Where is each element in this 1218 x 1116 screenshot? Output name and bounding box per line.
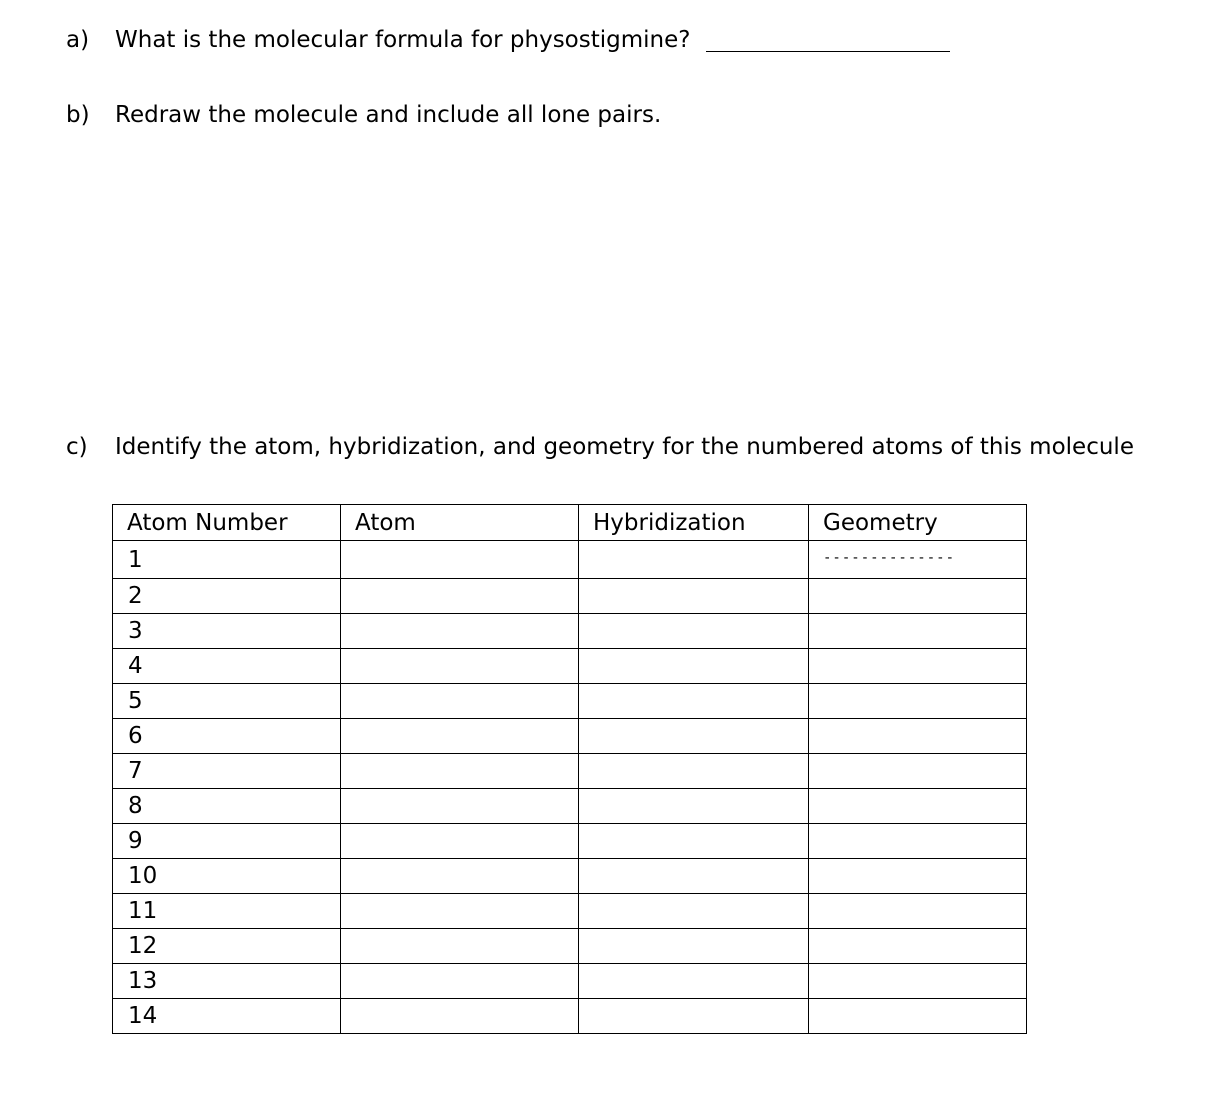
atom-number-cell-text: 12 [128, 933, 158, 959]
question-b-text: Redraw the molecule and include all lone pairs. [115, 102, 662, 128]
hybridization-cell[interactable] [579, 859, 809, 894]
atom-cell[interactable] [341, 579, 579, 614]
atom-cell[interactable] [341, 999, 579, 1034]
atom-number-cell [113, 579, 341, 614]
header-atom-number: Atom Number [113, 505, 341, 541]
geometry-cell[interactable] [809, 929, 1027, 964]
hybridization-cell[interactable] [579, 541, 809, 579]
geometry-cell[interactable] [809, 999, 1027, 1034]
hybridization-cell[interactable] [579, 999, 809, 1034]
atom-number-cell-text: 10 [128, 863, 158, 889]
table-row [113, 541, 1027, 579]
atom-number-cell [113, 894, 341, 929]
hybridization-cell[interactable] [579, 929, 809, 964]
table-row [113, 859, 1027, 894]
atom-cell[interactable] [341, 614, 579, 649]
atom-number-cell [113, 824, 341, 859]
atom-cell[interactable] [341, 719, 579, 754]
atom-number-cell-text: 11 [128, 898, 158, 924]
atom-number-cell [113, 614, 341, 649]
header-geometry: Geometry [809, 505, 1027, 541]
hybridization-cell[interactable] [579, 579, 809, 614]
question-a-text: What is the molecular formula for physostigmine? [115, 27, 691, 53]
question-b-label: b) [66, 102, 90, 128]
atom-number-cell [113, 754, 341, 789]
geometry-cell-text: -------------- [823, 550, 956, 566]
atom-cell[interactable] [341, 684, 579, 719]
question-c-label: c) [66, 434, 88, 460]
question-a-label: a) [66, 27, 90, 53]
table-row [113, 894, 1027, 929]
atom-number-cell [113, 649, 341, 684]
geometry-cell[interactable] [809, 824, 1027, 859]
geometry-cell[interactable] [809, 719, 1027, 754]
atom-cell[interactable] [341, 824, 579, 859]
atom-cell[interactable] [341, 541, 579, 579]
atom-number-cell-text: 7 [128, 758, 143, 784]
atom-number-cell [113, 999, 341, 1034]
atom-cell[interactable] [341, 789, 579, 824]
geometry-cell[interactable] [809, 649, 1027, 684]
atom-number-cell-text: 4 [128, 653, 143, 679]
header-atom: Atom [341, 505, 579, 541]
table-row [113, 579, 1027, 614]
atom-number-cell [113, 789, 341, 824]
table-row [113, 929, 1027, 964]
table-row [113, 964, 1027, 999]
question-c-text: Identify the atom, hybridization, and geometry for the numbered atoms of this molecule [115, 434, 1134, 460]
atom-number-cell-text: 6 [128, 723, 143, 749]
table-header-row [113, 505, 1027, 541]
atom-number-cell-text: 9 [128, 828, 143, 854]
geometry-cell[interactable] [809, 964, 1027, 999]
atom-number-cell-text: 8 [128, 793, 143, 819]
table-row [113, 649, 1027, 684]
table-row [113, 684, 1027, 719]
atom-table [112, 504, 1027, 1034]
atom-cell[interactable] [341, 754, 579, 789]
atom-cell[interactable] [341, 964, 579, 999]
answer-line-molecular-formula[interactable] [706, 51, 950, 52]
geometry-cell[interactable] [809, 754, 1027, 789]
atom-number-cell-text: 1 [128, 546, 143, 573]
hybridization-cell[interactable] [579, 894, 809, 929]
hybridization-cell[interactable] [579, 964, 809, 999]
table-row [113, 999, 1027, 1034]
geometry-cell[interactable] [809, 894, 1027, 929]
geometry-cell[interactable] [809, 684, 1027, 719]
geometry-cell[interactable] [809, 614, 1027, 649]
hybridization-cell[interactable] [579, 754, 809, 789]
hybridization-cell[interactable] [579, 684, 809, 719]
table-row [113, 614, 1027, 649]
question-b [0, 101, 1218, 131]
hybridization-cell[interactable] [579, 719, 809, 754]
atom-number-cell-text: 3 [128, 618, 143, 644]
hybridization-cell[interactable] [579, 649, 809, 684]
atom-cell[interactable] [341, 894, 579, 929]
geometry-cell[interactable] [809, 859, 1027, 894]
question-a [0, 26, 1218, 56]
atom-number-cell-text: 2 [128, 583, 143, 609]
atom-cell[interactable] [341, 859, 579, 894]
atom-number-cell-text: 5 [128, 688, 143, 714]
atom-number-cell [113, 684, 341, 719]
table-row [113, 824, 1027, 859]
atom-cell[interactable] [341, 649, 579, 684]
atom-number-cell-text: 14 [128, 1003, 158, 1029]
atom-number-cell [113, 964, 341, 999]
hybridization-cell[interactable] [579, 789, 809, 824]
atom-number-cell [113, 929, 341, 964]
atom-number-cell [113, 541, 341, 579]
geometry-cell[interactable] [809, 789, 1027, 824]
table-row [113, 719, 1027, 754]
header-hybridization: Hybridization [579, 505, 809, 541]
hybridization-cell[interactable] [579, 824, 809, 859]
atom-number-cell [113, 719, 341, 754]
geometry-cell[interactable] [809, 541, 1027, 579]
hybridization-cell[interactable] [579, 614, 809, 649]
atom-cell[interactable] [341, 929, 579, 964]
atom-number-cell-text: 13 [128, 968, 158, 994]
table-row [113, 754, 1027, 789]
geometry-cell[interactable] [809, 579, 1027, 614]
atom-number-cell [113, 859, 341, 894]
question-c [0, 433, 1218, 463]
table-row [113, 789, 1027, 824]
